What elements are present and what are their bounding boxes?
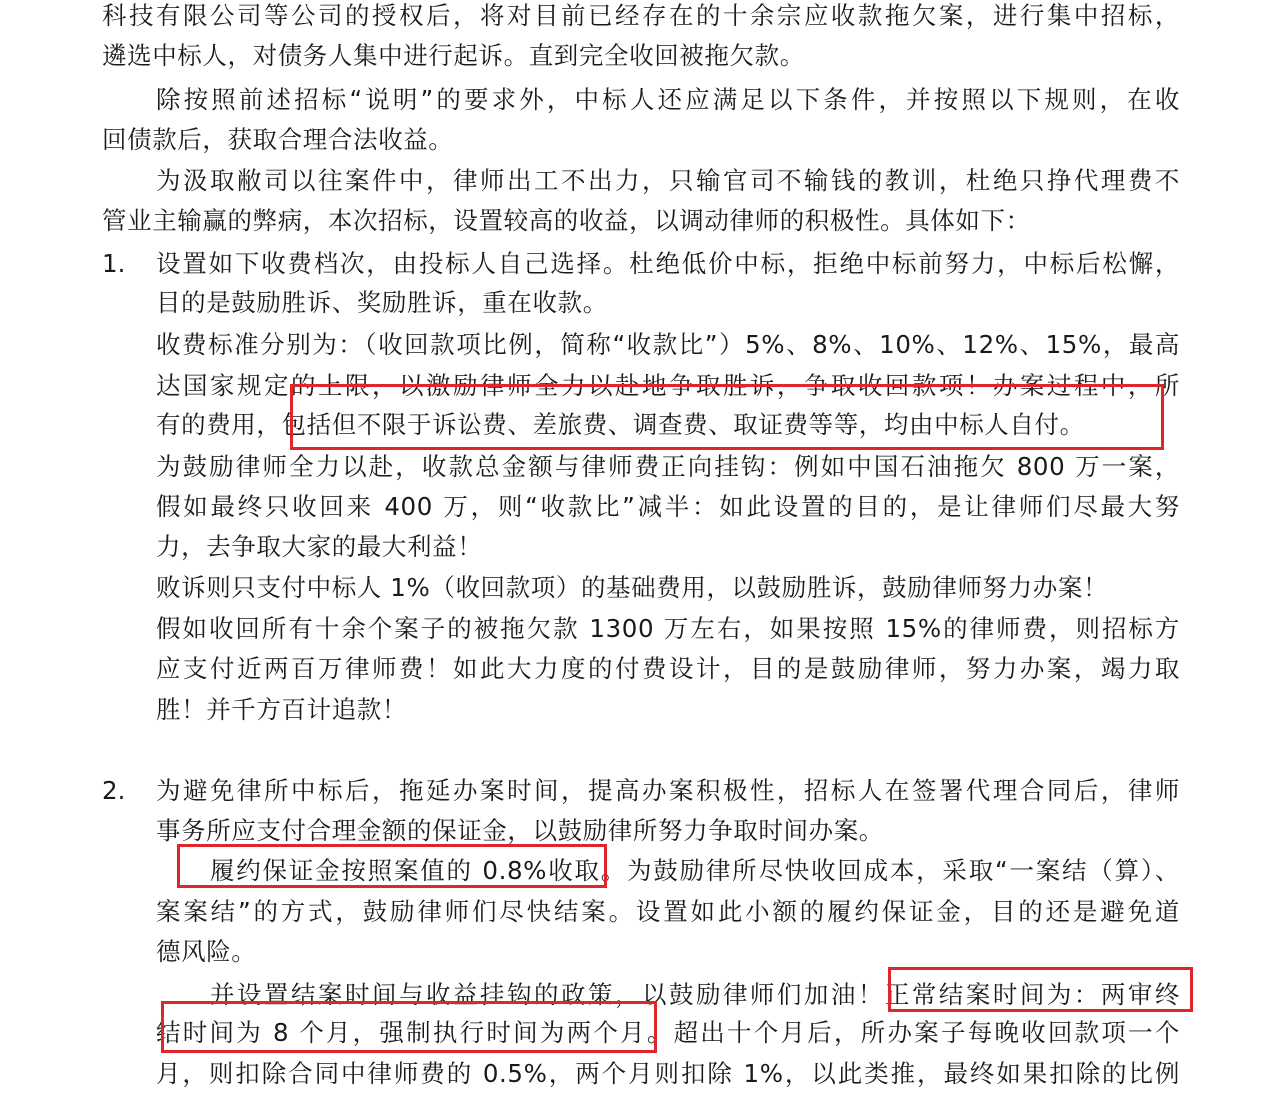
item-2-line: 履约保证金按照案值的 0.8%收取。为鼓励律所尽快收回成本，采取“一案结（算）、 <box>210 856 1180 885</box>
item-2-line: 事务所应支付合理金额的保证金，以鼓励律所努力争取时间办案。 <box>156 816 884 845</box>
item-1-line: 为鼓励律师全力以赴，收款总金额与律师费正向挂钩：例如中国石油拖欠 800 万一案， <box>156 452 1180 481</box>
intro-p1-line1: 科技有限公司等公司的授权后，将对目前已经存在的十余宗应收款拖欠案，进行集中招标， <box>102 1 1180 30</box>
item-1-line: 假如最终只收回来 400 万，则“收款比”减半：如此设置的目的，是让律师们尽最大努 <box>156 492 1180 521</box>
item-1-line: 胜！并千方百计追款！ <box>156 695 407 724</box>
item-2-number: 2. <box>102 776 126 805</box>
item-1-line: 力，去争取大家的最大利益！ <box>156 532 483 561</box>
item-2-line: 月，则扣除合同中律师费的 0.5%，两个月则扣除 1%，以此类推，最终如果扣除的比例 <box>156 1059 1180 1088</box>
item-1-line: 败诉则只支付中标人 1%（收回款项）的基础费用，以鼓励胜诉，鼓励律师努力办案！ <box>156 573 1109 602</box>
item-1-number: 1. <box>102 249 126 278</box>
item-1-line: 设置如下收费档次，由投标人自己选择。杜绝低价中标，拒绝中标前努力，中标后松懈， <box>156 249 1180 278</box>
item-1-line: 收费标准分别为：（收回款项比例，简称“收款比”）5%、8%、10%、12%、15%，最高 <box>156 330 1180 359</box>
item-1-line: 达国家规定的上限，以激励律师全力以赴地争取胜诉，争取收回款项！办案过程中，所 <box>156 371 1180 400</box>
intro-p2-line1: 除按照前述招标“说明”的要求外，中标人还应满足以下条件，并按照以下规则，在收 <box>156 85 1180 114</box>
item-2-line: 德风险。 <box>156 937 257 966</box>
intro-p3-line1: 为汲取敝司以往案件中，律师出工不出力，只输官司不输钱的教训，杜绝只挣代理费不 <box>156 166 1180 195</box>
intro-p3-line2: 管业主输赢的弊病，本次招标，设置较高的收益，以调动律师的积极性。具体如下： <box>102 206 1031 235</box>
item-1-line: 有的费用，包括但不限于诉讼费、差旅费、调查费、取证费等等，均由中标人自付。 <box>156 410 1085 439</box>
item-1-line: 目的是鼓励胜诉、奖励胜诉，重在收款。 <box>156 288 608 317</box>
item-1-line: 应支付近两百万律师费！如此大力度的付费设计，目的是鼓励律师，努力办案，竭力取 <box>156 654 1180 683</box>
item-1-line: 假如收回所有十余个案子的被拖欠款 1300 万左右，如果按照 15%的律师费，则招标方 <box>156 614 1180 643</box>
item-2-line: 案案结”的方式，鼓励律师们尽快结案。设置如此小额的履约保证金，目的还是避免道 <box>156 897 1180 926</box>
item-2-line: 并设置结案时间与收益挂钩的政策，以鼓励律师们加油！正常结案时间为：两审终 <box>210 980 1180 1009</box>
intro-p1-line2: 遴选中标人，对债务人集中进行起诉。直到完全收回被拖欠款。 <box>102 41 805 70</box>
item-2-line: 为避免律所中标后，拖延办案时间，提高办案积极性，招标人在签署代理合同后，律师 <box>156 776 1180 805</box>
intro-p2-line2: 回债款后，获取合理合法收益。 <box>102 125 454 154</box>
item-2-line: 结时间为 8 个月，强制执行时间为两个月。超出十个月后，所办案子每晚收回款项一个 <box>156 1018 1180 1047</box>
